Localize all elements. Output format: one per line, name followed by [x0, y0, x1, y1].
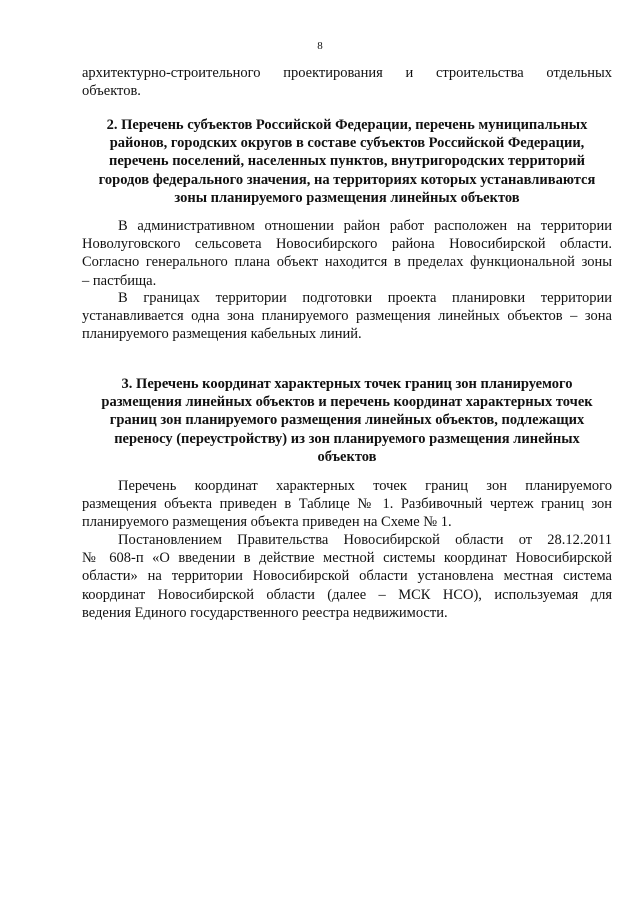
text-line: координат Новосибирской области (далее – МСК НСО), используемая для [82, 586, 612, 603]
text-line: устанавливается одна зона планируемого размещения линейных объектов – зона [82, 308, 612, 325]
section-2-paragraph-2 [82, 289, 612, 344]
text-line: ведения Единого государственного реестра недвижимости. [82, 604, 448, 621]
heading-line: 3. Перечень координат характерных точек границ зон планируемого [121, 376, 573, 392]
heading-line: границ зон планируемого размещения линейных объектов, подлежащих [109, 412, 585, 429]
text-line: Согласно генерального плана объект находится в пределах функциональной зоны [82, 254, 612, 271]
text-line: № 608-п «О введении в действие местной системы координат Новосибирской [82, 550, 612, 567]
text-line: архитектурно-строительного проектирования и строительства отдельных [82, 65, 612, 81]
page-number: 8 [317, 40, 323, 52]
text-line: планируемого размещения кабельных линий. [82, 326, 362, 343]
text-line: В административном отношении район работ расположен на территории [118, 218, 612, 234]
section-3-paragraph-1 [82, 477, 612, 532]
heading-line: перечень поселений, населенных пунктов, внутригородских территорий [109, 153, 585, 170]
continuation-paragraph [82, 64, 612, 100]
section-3-heading [82, 375, 612, 466]
text-line: – пастбища. [82, 272, 157, 289]
heading-line: размещения линейных объектов и перечень координат характерных точек [101, 394, 593, 411]
text-line: объектов. [82, 83, 141, 100]
heading-line: переносу (переустройству) из зон планируемого размещения линейных [114, 430, 580, 447]
heading-line: зоны планируемого размещения линейных объектов [174, 189, 520, 206]
text-line: Перечень координат характерных точек границ зон планируемого [118, 478, 612, 494]
heading-line: районов, городских округов в составе субъектов Российской Федерации, [109, 135, 585, 152]
text-line: области» на территории Новосибирской области установлена местная система [82, 568, 612, 585]
text-line: Постановлением Правительства Новосибирской области от 28.12.2011 [118, 532, 612, 548]
heading-line: городов федерального значения, на территориях которых устанавливаются [98, 171, 596, 188]
text-line: Новолуговского сельсовета Новосибирского района Новосибирской области. [82, 236, 612, 253]
section-2-heading [82, 116, 612, 207]
heading-line: объектов [317, 448, 377, 465]
section-3-paragraph-2 [82, 531, 612, 622]
section-2-paragraph-1 [82, 217, 612, 290]
text-line: размещения объекта приведен в Таблице № 1. Разбивочный чертеж границ зон [82, 496, 612, 513]
text-line: планируемого размещения объекта приведен на Схеме № 1. [82, 514, 452, 531]
heading-line: 2. Перечень субъектов Российской Федерации, перечень муниципальных [106, 117, 588, 133]
text-line: В границах территории подготовки проекта планировки территории [118, 290, 612, 306]
